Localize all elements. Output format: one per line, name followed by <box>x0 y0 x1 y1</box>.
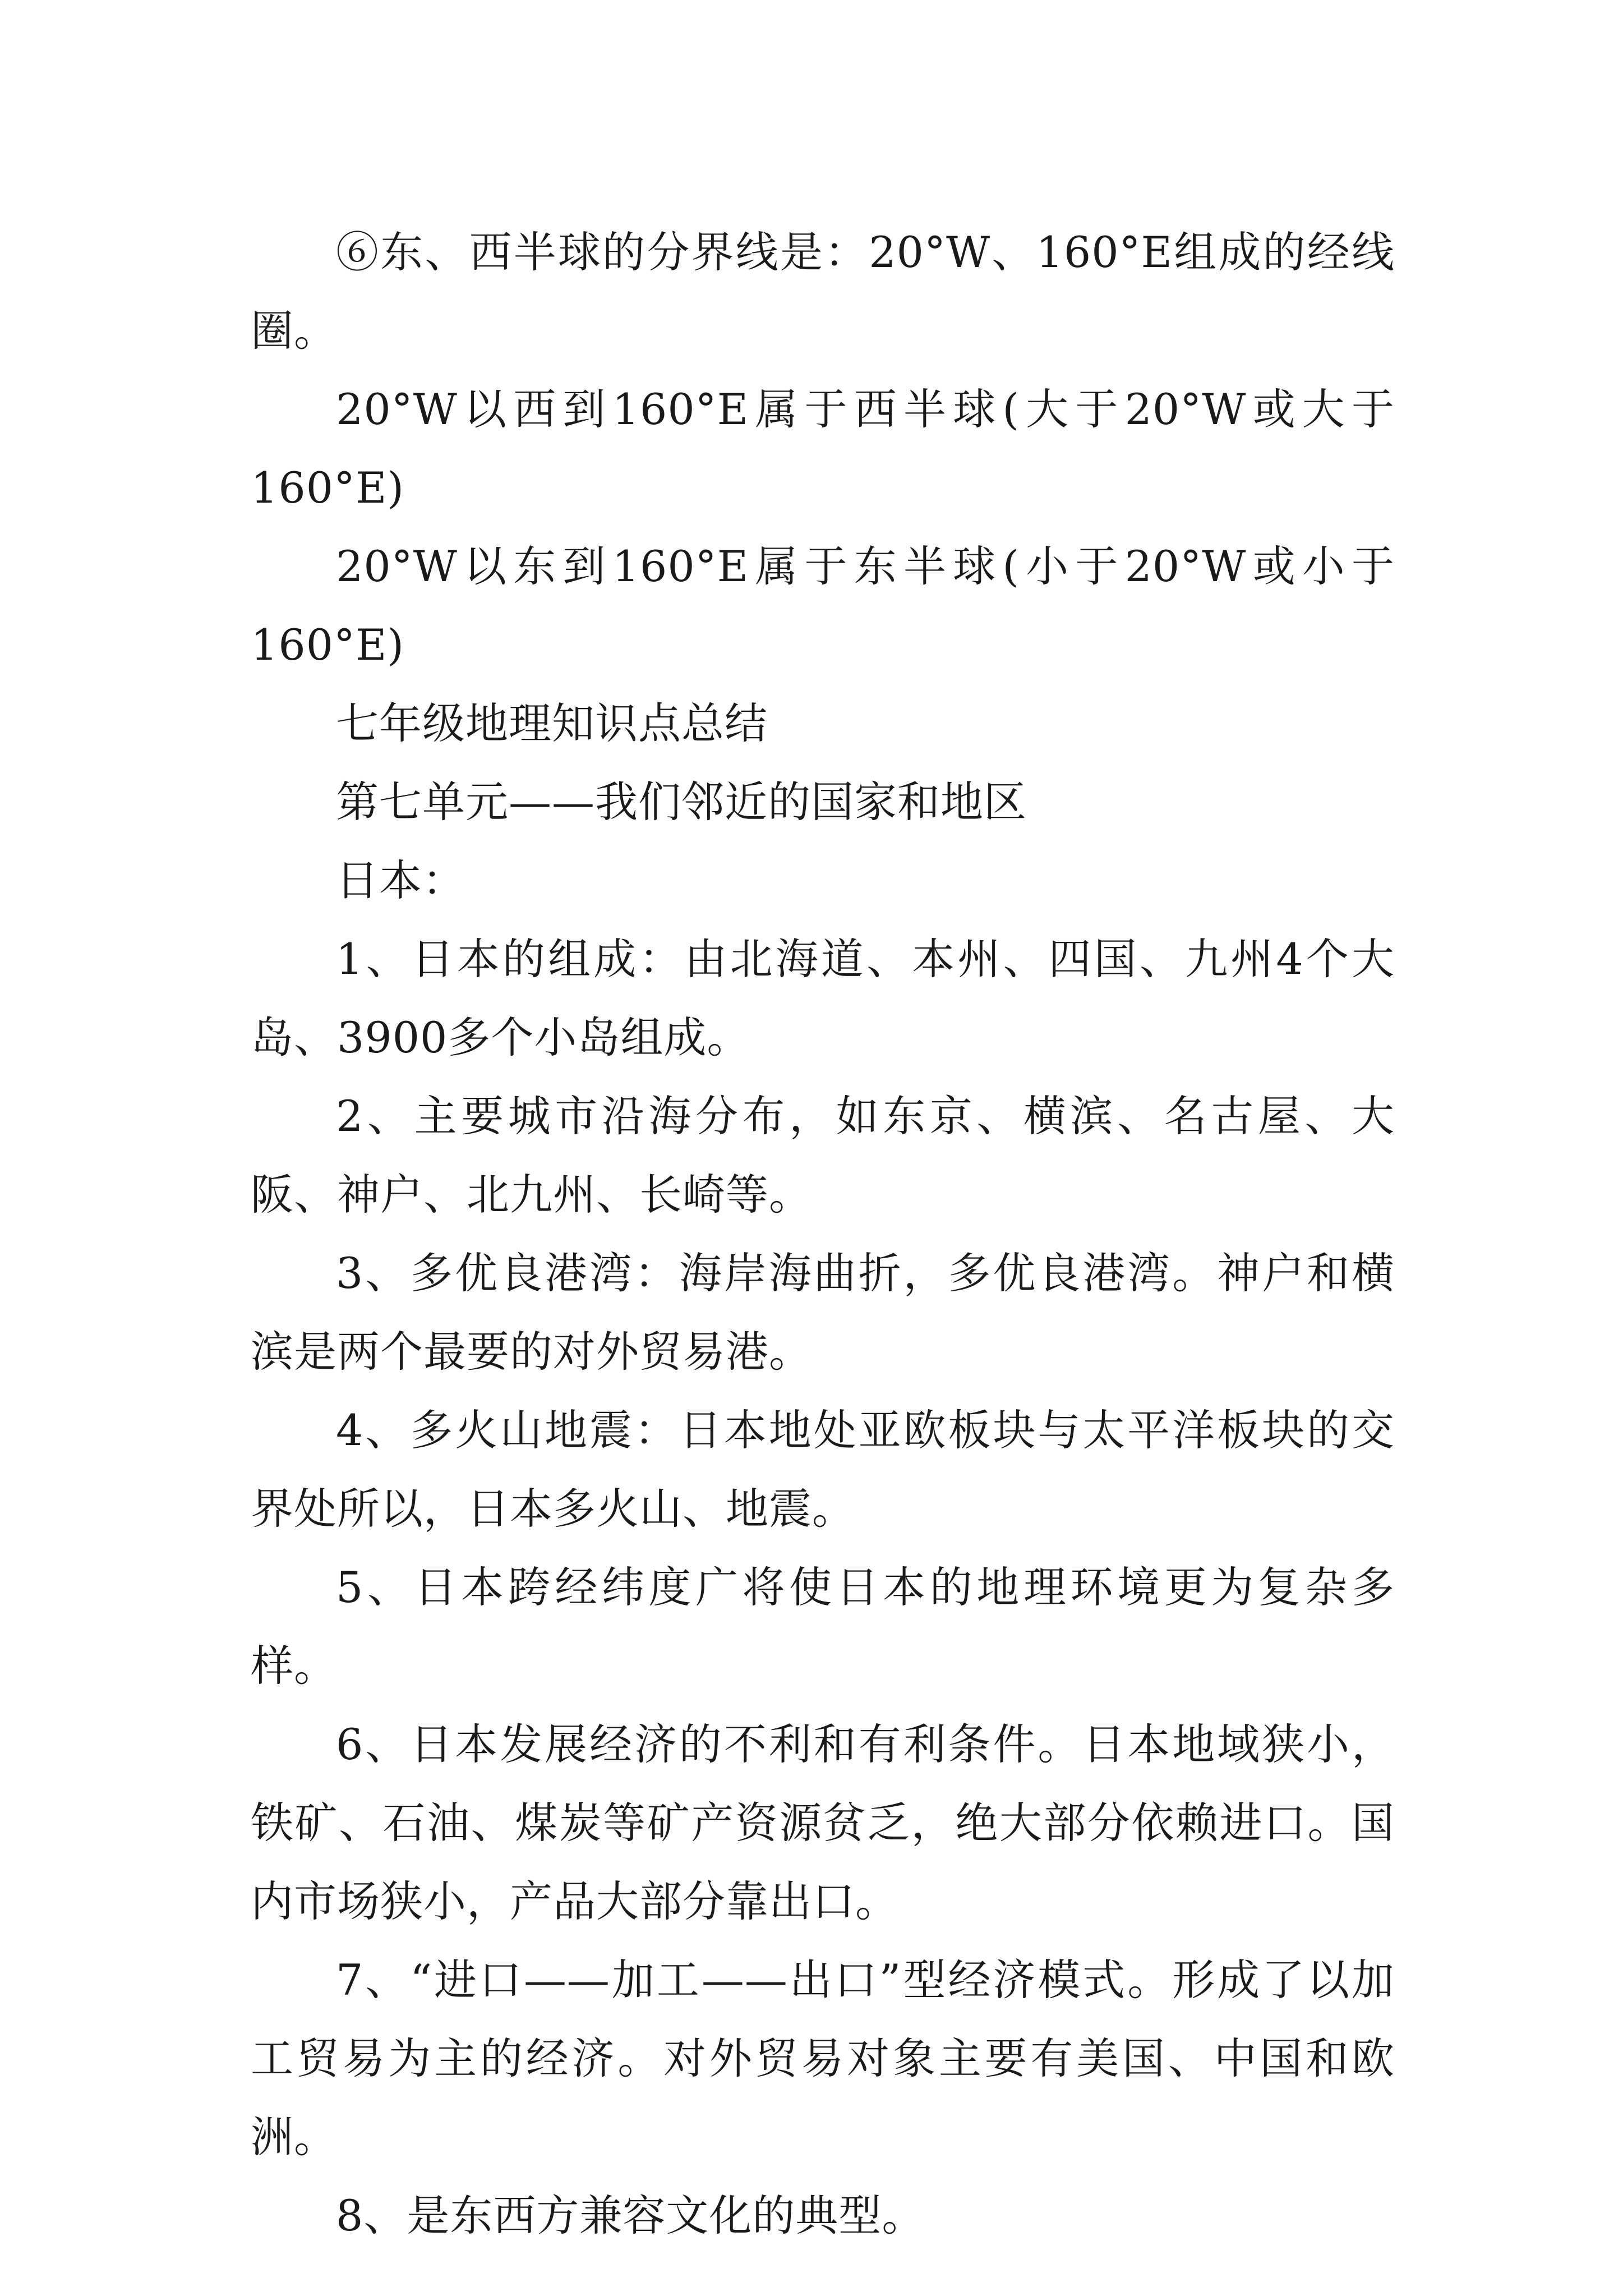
paragraph-western-hemisphere: 20°W以西到160°E属于西半球(大于20°W或大于160°E) <box>251 384 1395 513</box>
list-item: 6、日本发展经济的不利和有利条件。日本地域狭小，铁矿、石油、煤炭等矿产资源贫乏，绝大部分依赖进口。国内市场狭小，产品大部分靠出口。 <box>251 1719 1395 1926</box>
paragraph-eastern-hemisphere: 20°W以东到160°E属于东半球(小于20°W或小于160°E) <box>251 541 1395 670</box>
paragraph-hemisphere-boundary: ⑥东、西半球的分界线是：20°W、160°E组成的经线圈。 <box>251 227 1395 356</box>
list-item: 1、日本的组成：由北海道、本州、四国、九州4个大岛、3900多个小岛组成。 <box>251 934 1395 1062</box>
country-heading: 日本： <box>336 855 465 905</box>
list-item: 2、主要城市沿海分布，如东京、横滨、名古屋、大阪、神户、北九州、长崎等。 <box>251 1091 1395 1220</box>
list-item: 8、是东西方兼容文化的典型。 <box>336 2191 925 2240</box>
list-item: 4、多火山地震：日本地处亚欧板块与太平洋板块的交界处所以，日本多火山、地震。 <box>251 1405 1395 1534</box>
list-item: 7、“进口——加工——出口”型经济模式。形成了以加工贸易为主的经济。对外贸易对象主要有美国、中国和欧洲。 <box>251 1955 1395 2162</box>
list-item: 3、多优良港湾：海岸海曲折，多优良港湾。神户和横滨是两个最要的对外贸易港。 <box>251 1248 1395 1377</box>
list-item: 5、日本跨经纬度广将使日本的地理环境更为复杂多样。 <box>251 1562 1395 1691</box>
document-body <box>251 213 1395 2255</box>
unit-title: 第七单元——我们邻近的国家和地区 <box>336 777 1027 827</box>
section-title: 七年级地理知识点总结 <box>336 698 768 748</box>
